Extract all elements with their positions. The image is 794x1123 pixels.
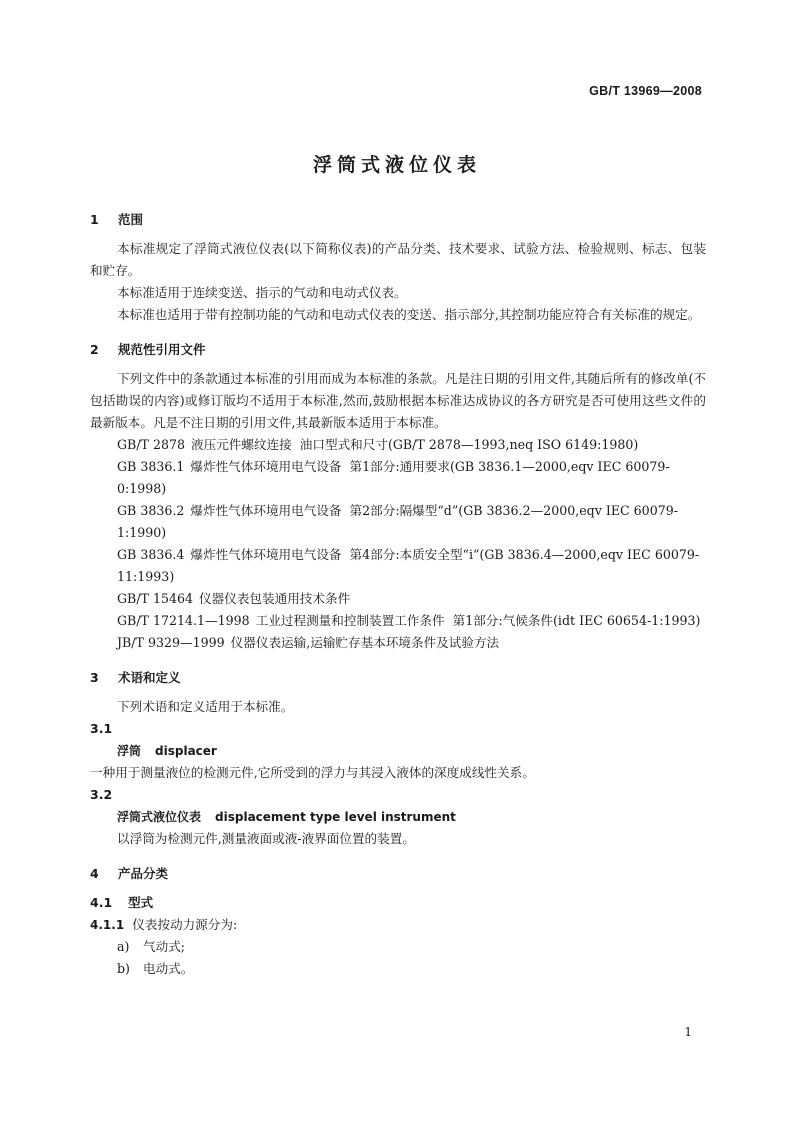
list-item: a) 气动式; xyxy=(117,939,186,954)
term-number: 3.2 xyxy=(90,787,113,802)
reference-item: GB/T 15464 仪器仪表包装通用技术条件 xyxy=(117,591,351,606)
reference-item: JB/T 9329—1999 仪器仪表运输,运输贮存基本环境条件及试验方法 xyxy=(117,635,500,650)
term-entry: 浮筒 displacer xyxy=(117,744,217,758)
subsection-heading: 4.1 型式 xyxy=(90,895,154,910)
paragraph: 下列文件中的条款通过本标准的引用而成为本标准的条款。凡是注日期的引用文件,其随后所有的修改单(不包括勘误的内容)或修订版均不适用于本标准,然而,鼓励根据本标准达成协议的各方研究是否可使用这些文件的最新版本。凡是不注日期的引用文件,其最新版本适用于本标准。 xyxy=(90,371,706,430)
clause: 4.1.1 仪表按动力源分为: xyxy=(90,917,238,932)
reference-item: GB/T 2878 液压元件螺纹连接 油口型式和尺寸(GB/T 2878—1993,neq ISO 6149:1980) xyxy=(117,437,639,452)
term-definition: 以浮筒为检测元件,测量液面或液-液界面位置的装置。 xyxy=(117,831,415,846)
term-definition: 一种用于测量液位的检测元件,它所受到的浮力与其浸入液体的深度成线性关系。 xyxy=(90,765,535,780)
reference-item: GB/T 17214.1—1998 工业过程测量和控制装置工作条件 第1部分:气候条件(idt IEC 60654-1:1993) xyxy=(117,613,701,628)
reference-item: GB 3836.2 爆炸性气体环境用电气设备 第2部分:隔爆型“d”(GB 3836.2—2000,eqv IEC 60079-1:1990) xyxy=(117,503,678,540)
page-number: 1 xyxy=(684,1025,692,1039)
document-title: 浮筒式液位仪表 xyxy=(312,154,481,176)
paragraph: 本标准适用于连续变送、指示的气动和电动式仪表。 xyxy=(117,285,407,300)
paragraph: 下列术语和定义适用于本标准。 xyxy=(117,699,294,714)
section-heading-references: 2 规范性引用文件 xyxy=(90,342,206,357)
document-body xyxy=(90,210,706,980)
paragraph: 本标准也适用于带有控制功能的气动和电动式仪表的变送、指示部分,其控制功能应符合有关标准的规定。 xyxy=(117,307,701,322)
term-entry: 浮筒式液位仪表 displacement type level instrument xyxy=(117,810,456,824)
section-heading-scope: 1 范围 xyxy=(90,212,144,227)
list-item: b) 电动式。 xyxy=(117,961,194,976)
standard-number: GB/T 13969—2008 xyxy=(589,84,702,98)
section-heading-classification: 4 产品分类 xyxy=(90,866,169,881)
reference-item: GB 3836.1 爆炸性气体环境用电气设备 第1部分:通用要求(GB 3836.1—2000,eqv IEC 60079-0:1998) xyxy=(117,459,670,496)
reference-item: GB 3836.4 爆炸性气体环境用电气设备 第4部分:本质安全型“i”(GB 3836.4—2000,eqv IEC 60079-11:1993) xyxy=(117,547,700,584)
section-heading-terms: 3 术语和定义 xyxy=(90,670,181,685)
term-number: 3.1 xyxy=(90,721,113,736)
paragraph: 本标准规定了浮筒式液位仪表(以下简称仪表)的产品分类、技术要求、试验方法、检验规则、标志、包装和贮存。 xyxy=(90,241,706,278)
